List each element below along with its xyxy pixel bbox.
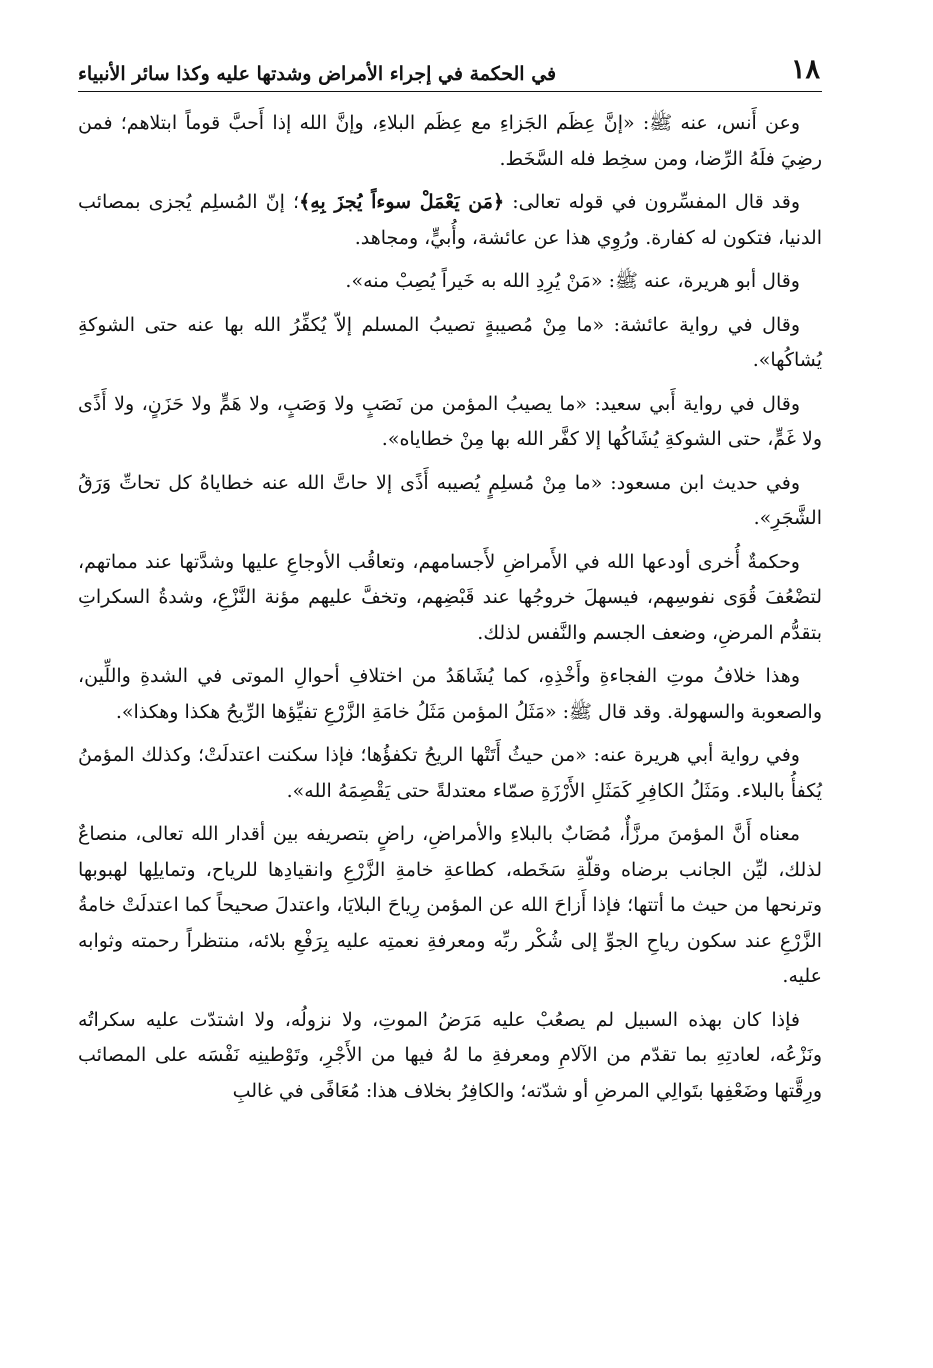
paragraph-ibn-masud bbox=[78, 466, 822, 537]
paragraph-text: فإذا كان بهذه السبيل لم يصعُبْ عليه مَرَضُ الموتِ، ولا نزولُه، ولا اشتدّت عليه سكراتُه ونَزْعُه، لعادتِهِ بما تقدّم من الآلامِ ومعرفةِ ما لهُ فيها من الأَجْرِ، وتَوْطينِه نَفْسَه على المصائب ورِقَّتها وضَعْفِها بتَوالِي المرضِ أو شدّته؛ والكافِرُ بخلاف هذا: مُعَافًى في غالبِ bbox=[78, 1008, 822, 1102]
paragraph-text: وقد قال المفسِّرون في قوله تعالى: bbox=[504, 191, 800, 213]
running-title: في الحكمة في إجراء الأمراض وشدتها عليه وكذا سائر الأنبياء bbox=[78, 63, 557, 85]
paragraph-abu-said bbox=[78, 387, 822, 458]
paragraph-this-path bbox=[78, 1003, 822, 1110]
paragraph-text: وهذا خلافُ موتِ الفجاءةِ وأَخْذِهِ، كما يُشَاهَدُ من اختلافِ أحوالِ الموتى في الشدةِ واللِّين، والصعوبة والسهولة. وقد قال ﷺ: «مَثَلُ المؤمن مَثَلُ خامَةِ الزَّرْعِ تفيِّؤها الرِّيحُ هكذا وهكذا». bbox=[78, 665, 822, 723]
quran-verse: ﴿مَن يَعْمَلْ سوءاً يُجزَ بِهِ﴾ bbox=[299, 191, 505, 213]
book-page bbox=[78, 50, 822, 1350]
page-number: ١٨ bbox=[790, 54, 820, 85]
paragraph-text: وحكمةٌ أُخرى أودعها الله في الأَمراضِ لأَجسامهم، وتعاقُب الأوجاعِ عليها وشدَّتها عند مماتهم، لتضْعُفَ قُوَى نفوسِهم، فيسهلَ خروجُها عند قَبْضِهم، وتخفَّ عليهم مؤنة النَّزْعِ، وشدةُ السكراتِ بتقدُّم المرضِ، وضعف الجسم والنَّفس لذلك. bbox=[78, 550, 822, 644]
paragraph-text: ؛ إنّ المُسلِم يُجزى بمصائب الدنيا، فتكون له كفارة. ورُوِي هذا عن عائشة، وأُبيٍّ، ومجاهد. bbox=[78, 191, 822, 249]
running-head bbox=[78, 50, 822, 92]
paragraph-text: وقال أبو هريرة، عنه ﷺ: «مَنْ يُرِدِ الله به خَيراً يُصِبْ منه». bbox=[345, 270, 800, 292]
paragraph-text: وفي حديث ابن مسعود: «ما مِنْ مُسلِمٍ يُصيبه أَذًى إلا حاتَّ الله عنه خطاياهُ كل تحاتِّ وَرَقُ الشَّجَرِ». bbox=[78, 471, 822, 529]
paragraph-text: وفي رواية أبي هريرة عنه: «من حيثُ أَتَتْها الريحُ تكفؤُها؛ فإذا سكنت اعتدلَتْ؛ وكذلك المؤمنُ يُكفأُ بالبلاء. ومَثَلُ الكافِرِ كَمَثَلِ الأَرْزَةِ صمّاء معتدلةً حتى يَقْصِمَهُ الله». bbox=[78, 744, 822, 802]
paragraph-meaning bbox=[78, 817, 822, 995]
paragraph-text: معناه أَنَّ المؤمنَ مرزَّأٌ، مُصَابٌ بالبلاءِ والأمراضِ، راضٍ بتصريفه بين أقدار الله تعالى، منصاعٌ لذلك، ليِّن الجانب برضاه وقلّةِ سَخَطه، كطاعةِ خامةِ الزَّرْعِ وانقيادِها للرياح، وتمايلِها لهبوبها وترنحها من حيث ما أتتها؛ فإذا أَزاحَ الله عن المؤمن رِياحَ البلايَا، واعتدلَ صحيحاً كما اعتدلَتْ خامةُ الزَّرْعِ عند سكون رياحِ الجوِّ إلى شُكْر ربِّه ومعرفةِ نعمتِه عليه بِرَفْعِ بلائه، منتظراً رحمته وثوابه عليه. bbox=[78, 823, 822, 987]
paragraph-abu-hurayra bbox=[78, 264, 822, 300]
paragraph-text: وقال في رواية أَبي سعيد: «ما يصيبُ المؤمن من نَصَبٍ ولا وَصَبٍ، ولا هَمٍّ ولا حَزَنٍ، ولا أَذًى ولا غَمٍّ، حتى الشوكةِ يُشَاكُها إلا كفَّر الله بها مِنْ خطاياه». bbox=[78, 392, 822, 450]
paragraph-abu-hurayra-riwaya bbox=[78, 738, 822, 809]
paragraph-mufassirun bbox=[78, 185, 822, 256]
paragraph-text: وقال في رواية عائشة: «ما مِنْ مُصيبةٍ تصيبُ المسلم إلاّ يُكفِّرُ الله بها عنه حتى الشوكةِ يُشاكُها». bbox=[78, 313, 822, 371]
paragraph-another-wisdom bbox=[78, 545, 822, 652]
paragraph-aisha bbox=[78, 308, 822, 379]
paragraph-anas-hadith bbox=[78, 106, 822, 177]
paragraph-text: وعن أَنس، عنه ﷺ: «إنَّ عِظَم الجَزاءِ مع عِظَم البلاءِ، وإنَّ الله إذا أَحبَّ قوماً ابتلاهم؛ فمن رضِيَ فلَهُ الرِّضا، ومن سخِط فله السَّخَط. bbox=[78, 112, 822, 170]
body-text bbox=[78, 106, 822, 1109]
paragraph-sudden-death bbox=[78, 659, 822, 730]
